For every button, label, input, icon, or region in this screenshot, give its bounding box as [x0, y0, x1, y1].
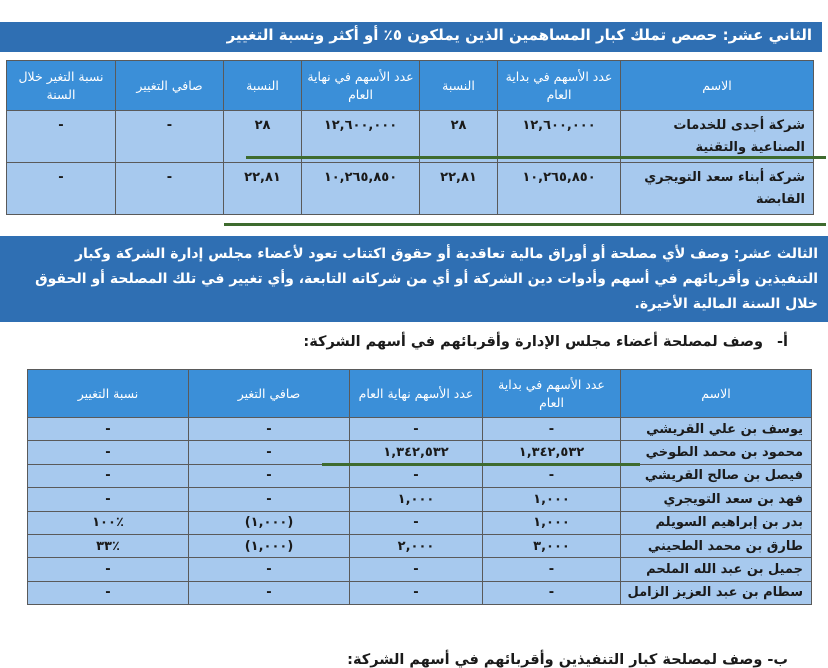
cell-net-change: -: [189, 441, 350, 464]
table-row: [28, 441, 812, 464]
table-row: [28, 511, 812, 534]
cell-shares-start: ١,٣٤٢,٥٣٢: [483, 441, 621, 464]
section-13-title: الثالث عشر: وصف لأي مصلحة أو أوراق مالية تعاقدية أو حقوق اكتتاب تعود لأعضاء مجلس إدارة الشركة وكبار التنفيذين وأقربائهم في أسهم وأدوات دين الشركة أو أي من شركاته التابعة، وأي تغيير في تلك المصلحة أو الحقوق خلال السنة المالية الأخيرة.: [0, 236, 828, 322]
cell-shares-end: -: [350, 418, 483, 441]
subsection-a-heading: [303, 334, 788, 350]
cell-net-change: -: [189, 464, 350, 487]
cell-shares-end: ٢,٠٠٠: [350, 534, 483, 557]
cell-net-change: -: [189, 488, 350, 511]
cell-net-change: (١,٠٠٠): [189, 534, 350, 557]
cell-shares-start: ٣,٠٠٠: [483, 534, 621, 557]
col-header-change-pct: نسبة التغير خلال السنة: [7, 61, 116, 111]
highlight-underline: [322, 463, 640, 466]
subsection-b-heading-cut: ب- وصف لمصلحة كبار التنفيذين وأقربائهم في أسهم الشركة:: [347, 652, 788, 668]
cell-name: سطام بن عبد العزيز الزامل: [621, 581, 812, 604]
table-row: [28, 534, 812, 557]
cell-shares-start: ١,٠٠٠: [483, 488, 621, 511]
table-row: [7, 111, 814, 163]
cell-shares-end: -: [350, 511, 483, 534]
table-row: [28, 558, 812, 581]
cell-name: شركة أجدى للخدمات الصناعية والتقنية: [621, 111, 814, 163]
cell-net-change: (١,٠٠٠): [189, 511, 350, 534]
cell-net-change: -: [189, 581, 350, 604]
col-header-pct-end: النسبة: [224, 61, 302, 111]
section-12-title: الثاني عشر: حصص تملك كبار المساهمين الذين يملكون ٥٪ أو أكثر ونسبة التغيير: [0, 22, 822, 52]
col-header-name: الاسم: [621, 370, 812, 418]
cell-net-change: -: [116, 111, 224, 163]
cell-shares-start: ١٠,٢٦٥,٨٥٠: [498, 163, 621, 215]
table-row: [28, 418, 812, 441]
cell-shares-end: ١,٠٠٠: [350, 488, 483, 511]
cell-name: فيصل بن صالح القريشي: [621, 464, 812, 487]
table-row: [7, 163, 814, 215]
cell-net-change: -: [189, 418, 350, 441]
cell-change-pct: -: [28, 418, 189, 441]
cell-net-change: -: [116, 163, 224, 215]
cell-change-pct: -: [7, 163, 116, 215]
cell-net-change: -: [189, 558, 350, 581]
cell-name: جميل بن عبد الله الملحم: [621, 558, 812, 581]
cell-pct-start: ٢٢,٨١: [420, 163, 498, 215]
cell-shares-end: ١,٣٤٢,٥٣٢: [350, 441, 483, 464]
cell-name: بدر بن إبراهيم السويلم: [621, 511, 812, 534]
cell-name: طارق بن محمد الطحيني: [621, 534, 812, 557]
cell-change-pct: -: [28, 581, 189, 604]
cell-shares-end: -: [350, 581, 483, 604]
col-header-shares-start: عدد الأسهم في بداية العام: [498, 61, 621, 111]
cell-name: يوسف بن علي القريشي: [621, 418, 812, 441]
cell-pct-start: ٢٨: [420, 111, 498, 163]
table-row: [28, 464, 812, 487]
col-header-net-change: صافي التغيير: [116, 61, 224, 111]
col-header-shares-end: عدد الأسهم نهاية العام: [350, 370, 483, 418]
cell-change-pct: -: [28, 558, 189, 581]
board-interests-table: [27, 369, 812, 605]
table-row: [28, 488, 812, 511]
cell-shares-end: ١٠,٢٦٥,٨٥٠: [302, 163, 420, 215]
cell-shares-start: -: [483, 464, 621, 487]
cell-change-pct: -: [7, 111, 116, 163]
cell-change-pct: ٪١٠٠: [28, 511, 189, 534]
col-header-net-change: صافي التغير: [189, 370, 350, 418]
cell-name: فهد بن سعد التويجري: [621, 488, 812, 511]
col-header-shares-start: عدد الأسهم في بداية العام: [483, 370, 621, 418]
cell-change-pct: ٪٣٣: [28, 534, 189, 557]
table-row: [28, 581, 812, 604]
table-header-row: [7, 61, 814, 111]
cell-shares-end: -: [350, 558, 483, 581]
cell-name: محمود بن محمد الطوخي: [621, 441, 812, 464]
cell-shares-end: ١٢,٦٠٠,٠٠٠: [302, 111, 420, 163]
cell-shares-end: -: [350, 464, 483, 487]
cell-shares-start: -: [483, 558, 621, 581]
col-header-change-pct: نسبة التغيير: [28, 370, 189, 418]
cell-shares-start: ١,٠٠٠: [483, 511, 621, 534]
highlight-underline: [224, 223, 826, 226]
cell-pct-end: ٢٨: [224, 111, 302, 163]
major-shareholders-table: [6, 60, 814, 215]
subsection-a-title: وصف لمصلحة أعضاء مجلس الإدارة وأقربائهم في أسهم الشركة:: [303, 334, 763, 350]
col-header-shares-end: عدد الأسهم في نهاية العام: [302, 61, 420, 111]
cell-change-pct: -: [28, 441, 189, 464]
table-header-row: [28, 370, 812, 418]
col-header-pct-start: النسبة: [420, 61, 498, 111]
highlight-underline: [246, 156, 826, 159]
cell-pct-end: ٢٢,٨١: [224, 163, 302, 215]
subsection-a-marker: أ-: [777, 334, 788, 350]
cell-shares-start: ١٢,٦٠٠,٠٠٠: [498, 111, 621, 163]
cell-name: شركة أبناء سعد التويجري القابضة: [621, 163, 814, 215]
cell-shares-start: -: [483, 418, 621, 441]
col-header-name: الاسم: [621, 61, 814, 111]
cell-change-pct: -: [28, 488, 189, 511]
cell-change-pct: -: [28, 464, 189, 487]
cell-shares-start: -: [483, 581, 621, 604]
